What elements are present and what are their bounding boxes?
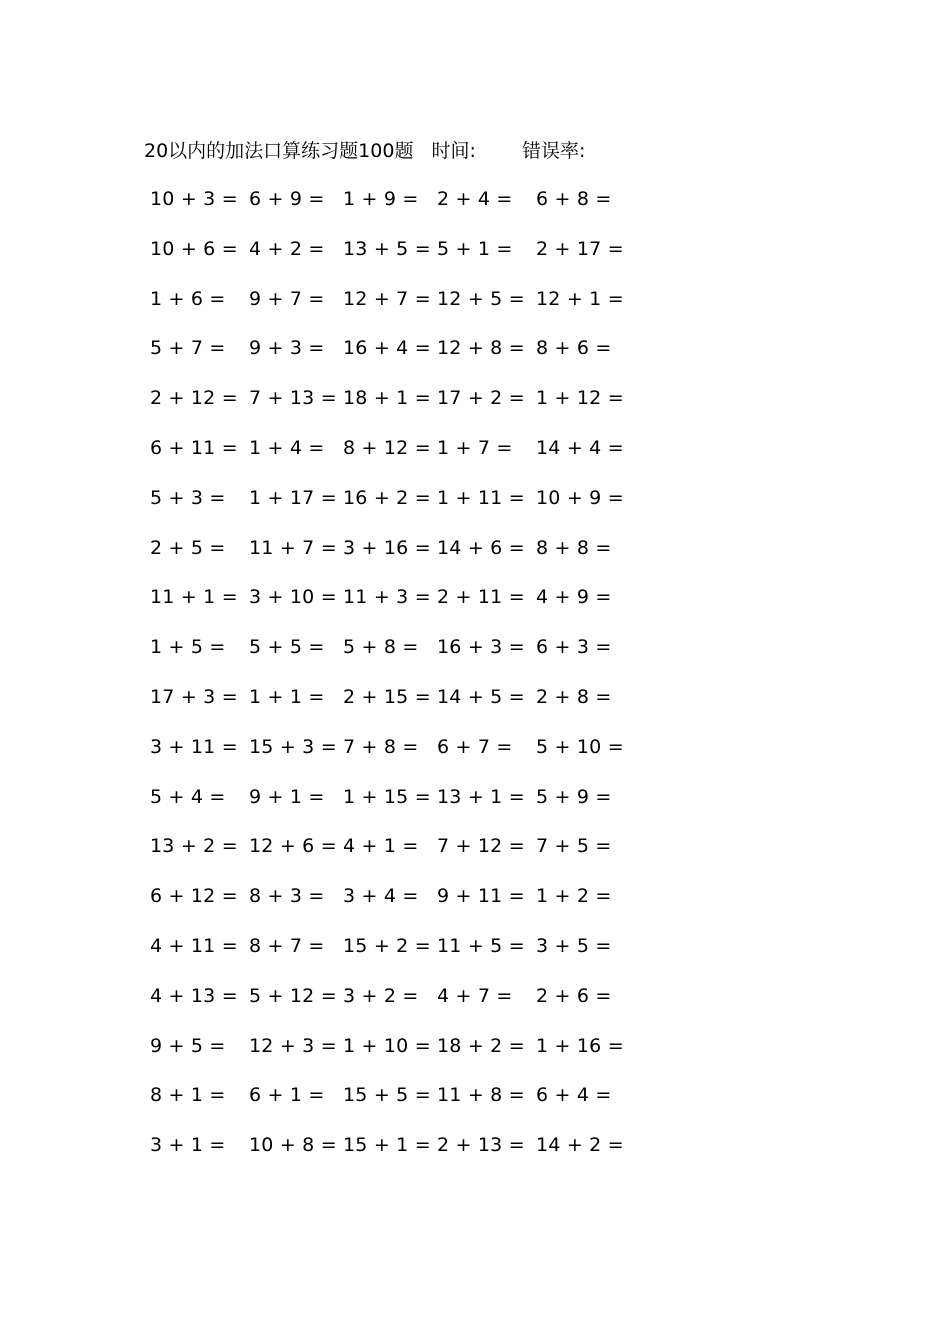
- problem-item: 7 + 8 =: [343, 736, 419, 758]
- problem-item: 8 + 6 =: [536, 337, 612, 359]
- problem-item: 1 + 10 =: [343, 1035, 431, 1057]
- problem-item: 4 + 13 =: [150, 985, 238, 1007]
- problem-item: 7 + 12 =: [437, 835, 525, 857]
- problem-item: 18 + 1 =: [343, 387, 431, 409]
- problem-item: 7 + 5 =: [536, 835, 612, 857]
- problem-item: 15 + 1 =: [343, 1134, 431, 1156]
- problem-item: 8 + 7 =: [249, 935, 325, 957]
- time-label: 时间:: [431, 140, 476, 162]
- problem-item: 6 + 3 =: [536, 636, 612, 658]
- problem-item: 5 + 5 =: [249, 636, 325, 658]
- problem-item: 2 + 5 =: [150, 537, 226, 559]
- problem-item: 17 + 2 =: [437, 387, 525, 409]
- problem-item: 9 + 5 =: [150, 1035, 226, 1057]
- problem-item: 2 + 15 =: [343, 686, 431, 708]
- problem-item: 6 + 8 =: [536, 188, 612, 210]
- problem-item: 4 + 1 =: [343, 835, 419, 857]
- problem-item: 5 + 12 =: [249, 985, 337, 1007]
- worksheet-title: 20以内的加法口算练习题100题: [144, 140, 414, 162]
- problem-item: 8 + 1 =: [150, 1084, 226, 1106]
- problem-item: 14 + 4 =: [536, 437, 624, 459]
- problem-item: 2 + 4 =: [437, 188, 513, 210]
- problem-item: 14 + 2 =: [536, 1134, 624, 1156]
- problem-item: 6 + 7 =: [437, 736, 513, 758]
- problem-item: 18 + 2 =: [437, 1035, 525, 1057]
- problem-item: 1 + 11 =: [437, 487, 525, 509]
- problem-item: 8 + 3 =: [249, 885, 325, 907]
- problem-item: 1 + 4 =: [249, 437, 325, 459]
- problem-item: 12 + 7 =: [343, 288, 431, 310]
- problem-item: 11 + 5 =: [437, 935, 525, 957]
- problem-item: 12 + 5 =: [437, 288, 525, 310]
- problem-item: 10 + 8 =: [249, 1134, 337, 1156]
- problem-item: 3 + 16 =: [343, 537, 431, 559]
- problem-item: 3 + 1 =: [150, 1134, 226, 1156]
- problem-item: 6 + 12 =: [150, 885, 238, 907]
- problem-item: 14 + 5 =: [437, 686, 525, 708]
- problem-item: 13 + 2 =: [150, 835, 238, 857]
- problem-item: 13 + 5 =: [343, 238, 431, 260]
- problem-item: 16 + 3 =: [437, 636, 525, 658]
- problem-item: 3 + 10 =: [249, 586, 337, 608]
- problem-item: 15 + 2 =: [343, 935, 431, 957]
- problem-item: 3 + 11 =: [150, 736, 238, 758]
- problem-item: 12 + 3 =: [249, 1035, 337, 1057]
- problem-item: 5 + 4 =: [150, 786, 226, 808]
- problem-item: 8 + 8 =: [536, 537, 612, 559]
- problem-item: 1 + 6 =: [150, 288, 226, 310]
- problem-item: 5 + 10 =: [536, 736, 624, 758]
- problem-item: 1 + 7 =: [437, 437, 513, 459]
- problem-item: 10 + 3 =: [150, 188, 238, 210]
- problem-item: 3 + 4 =: [343, 885, 419, 907]
- problem-item: 4 + 2 =: [249, 238, 325, 260]
- problem-item: 2 + 11 =: [437, 586, 525, 608]
- problem-item: 8 + 12 =: [343, 437, 431, 459]
- problem-item: 6 + 1 =: [249, 1084, 325, 1106]
- problem-item: 5 + 9 =: [536, 786, 612, 808]
- problem-item: 2 + 8 =: [536, 686, 612, 708]
- problem-item: 1 + 1 =: [249, 686, 325, 708]
- problem-item: 9 + 7 =: [249, 288, 325, 310]
- problem-item: 11 + 3 =: [343, 586, 431, 608]
- problem-item: 2 + 12 =: [150, 387, 238, 409]
- problem-item: 11 + 7 =: [249, 537, 337, 559]
- problem-item: 12 + 1 =: [536, 288, 624, 310]
- problem-item: 2 + 13 =: [437, 1134, 525, 1156]
- problem-item: 11 + 8 =: [437, 1084, 525, 1106]
- problem-item: 7 + 13 =: [249, 387, 337, 409]
- problem-item: 5 + 8 =: [343, 636, 419, 658]
- problem-item: 10 + 9 =: [536, 487, 624, 509]
- problem-item: 6 + 11 =: [150, 437, 238, 459]
- problem-item: 2 + 6 =: [536, 985, 612, 1007]
- problem-item: 15 + 5 =: [343, 1084, 431, 1106]
- problem-item: 3 + 2 =: [343, 985, 419, 1007]
- problem-item: 6 + 9 =: [249, 188, 325, 210]
- problem-item: 16 + 4 =: [343, 337, 431, 359]
- problem-item: 2 + 17 =: [536, 238, 624, 260]
- problem-item: 4 + 9 =: [536, 586, 612, 608]
- problem-item: 1 + 5 =: [150, 636, 226, 658]
- problem-item: 1 + 15 =: [343, 786, 431, 808]
- problem-item: 4 + 7 =: [437, 985, 513, 1007]
- problem-item: 4 + 11 =: [150, 935, 238, 957]
- error-rate-label: 错误率:: [521, 140, 586, 162]
- problem-item: 14 + 6 =: [437, 537, 525, 559]
- problem-item: 13 + 1 =: [437, 786, 525, 808]
- problem-item: 12 + 8 =: [437, 337, 525, 359]
- problem-item: 1 + 17 =: [249, 487, 337, 509]
- problem-item: 12 + 6 =: [249, 835, 337, 857]
- problem-item: 3 + 5 =: [536, 935, 612, 957]
- problem-item: 9 + 11 =: [437, 885, 525, 907]
- problem-item: 9 + 1 =: [249, 786, 325, 808]
- problem-item: 6 + 4 =: [536, 1084, 612, 1106]
- problem-item: 1 + 9 =: [343, 188, 419, 210]
- problem-item: 5 + 7 =: [150, 337, 226, 359]
- problem-item: 9 + 3 =: [249, 337, 325, 359]
- problem-item: 1 + 2 =: [536, 885, 612, 907]
- problem-item: 15 + 3 =: [249, 736, 337, 758]
- problem-item: 1 + 16 =: [536, 1035, 624, 1057]
- problem-item: 16 + 2 =: [343, 487, 431, 509]
- problem-item: 11 + 1 =: [150, 586, 238, 608]
- problem-item: 1 + 12 =: [536, 387, 624, 409]
- problem-item: 10 + 6 =: [150, 238, 238, 260]
- problem-item: 5 + 3 =: [150, 487, 226, 509]
- problem-item: 5 + 1 =: [437, 238, 513, 260]
- problem-item: 17 + 3 =: [150, 686, 238, 708]
